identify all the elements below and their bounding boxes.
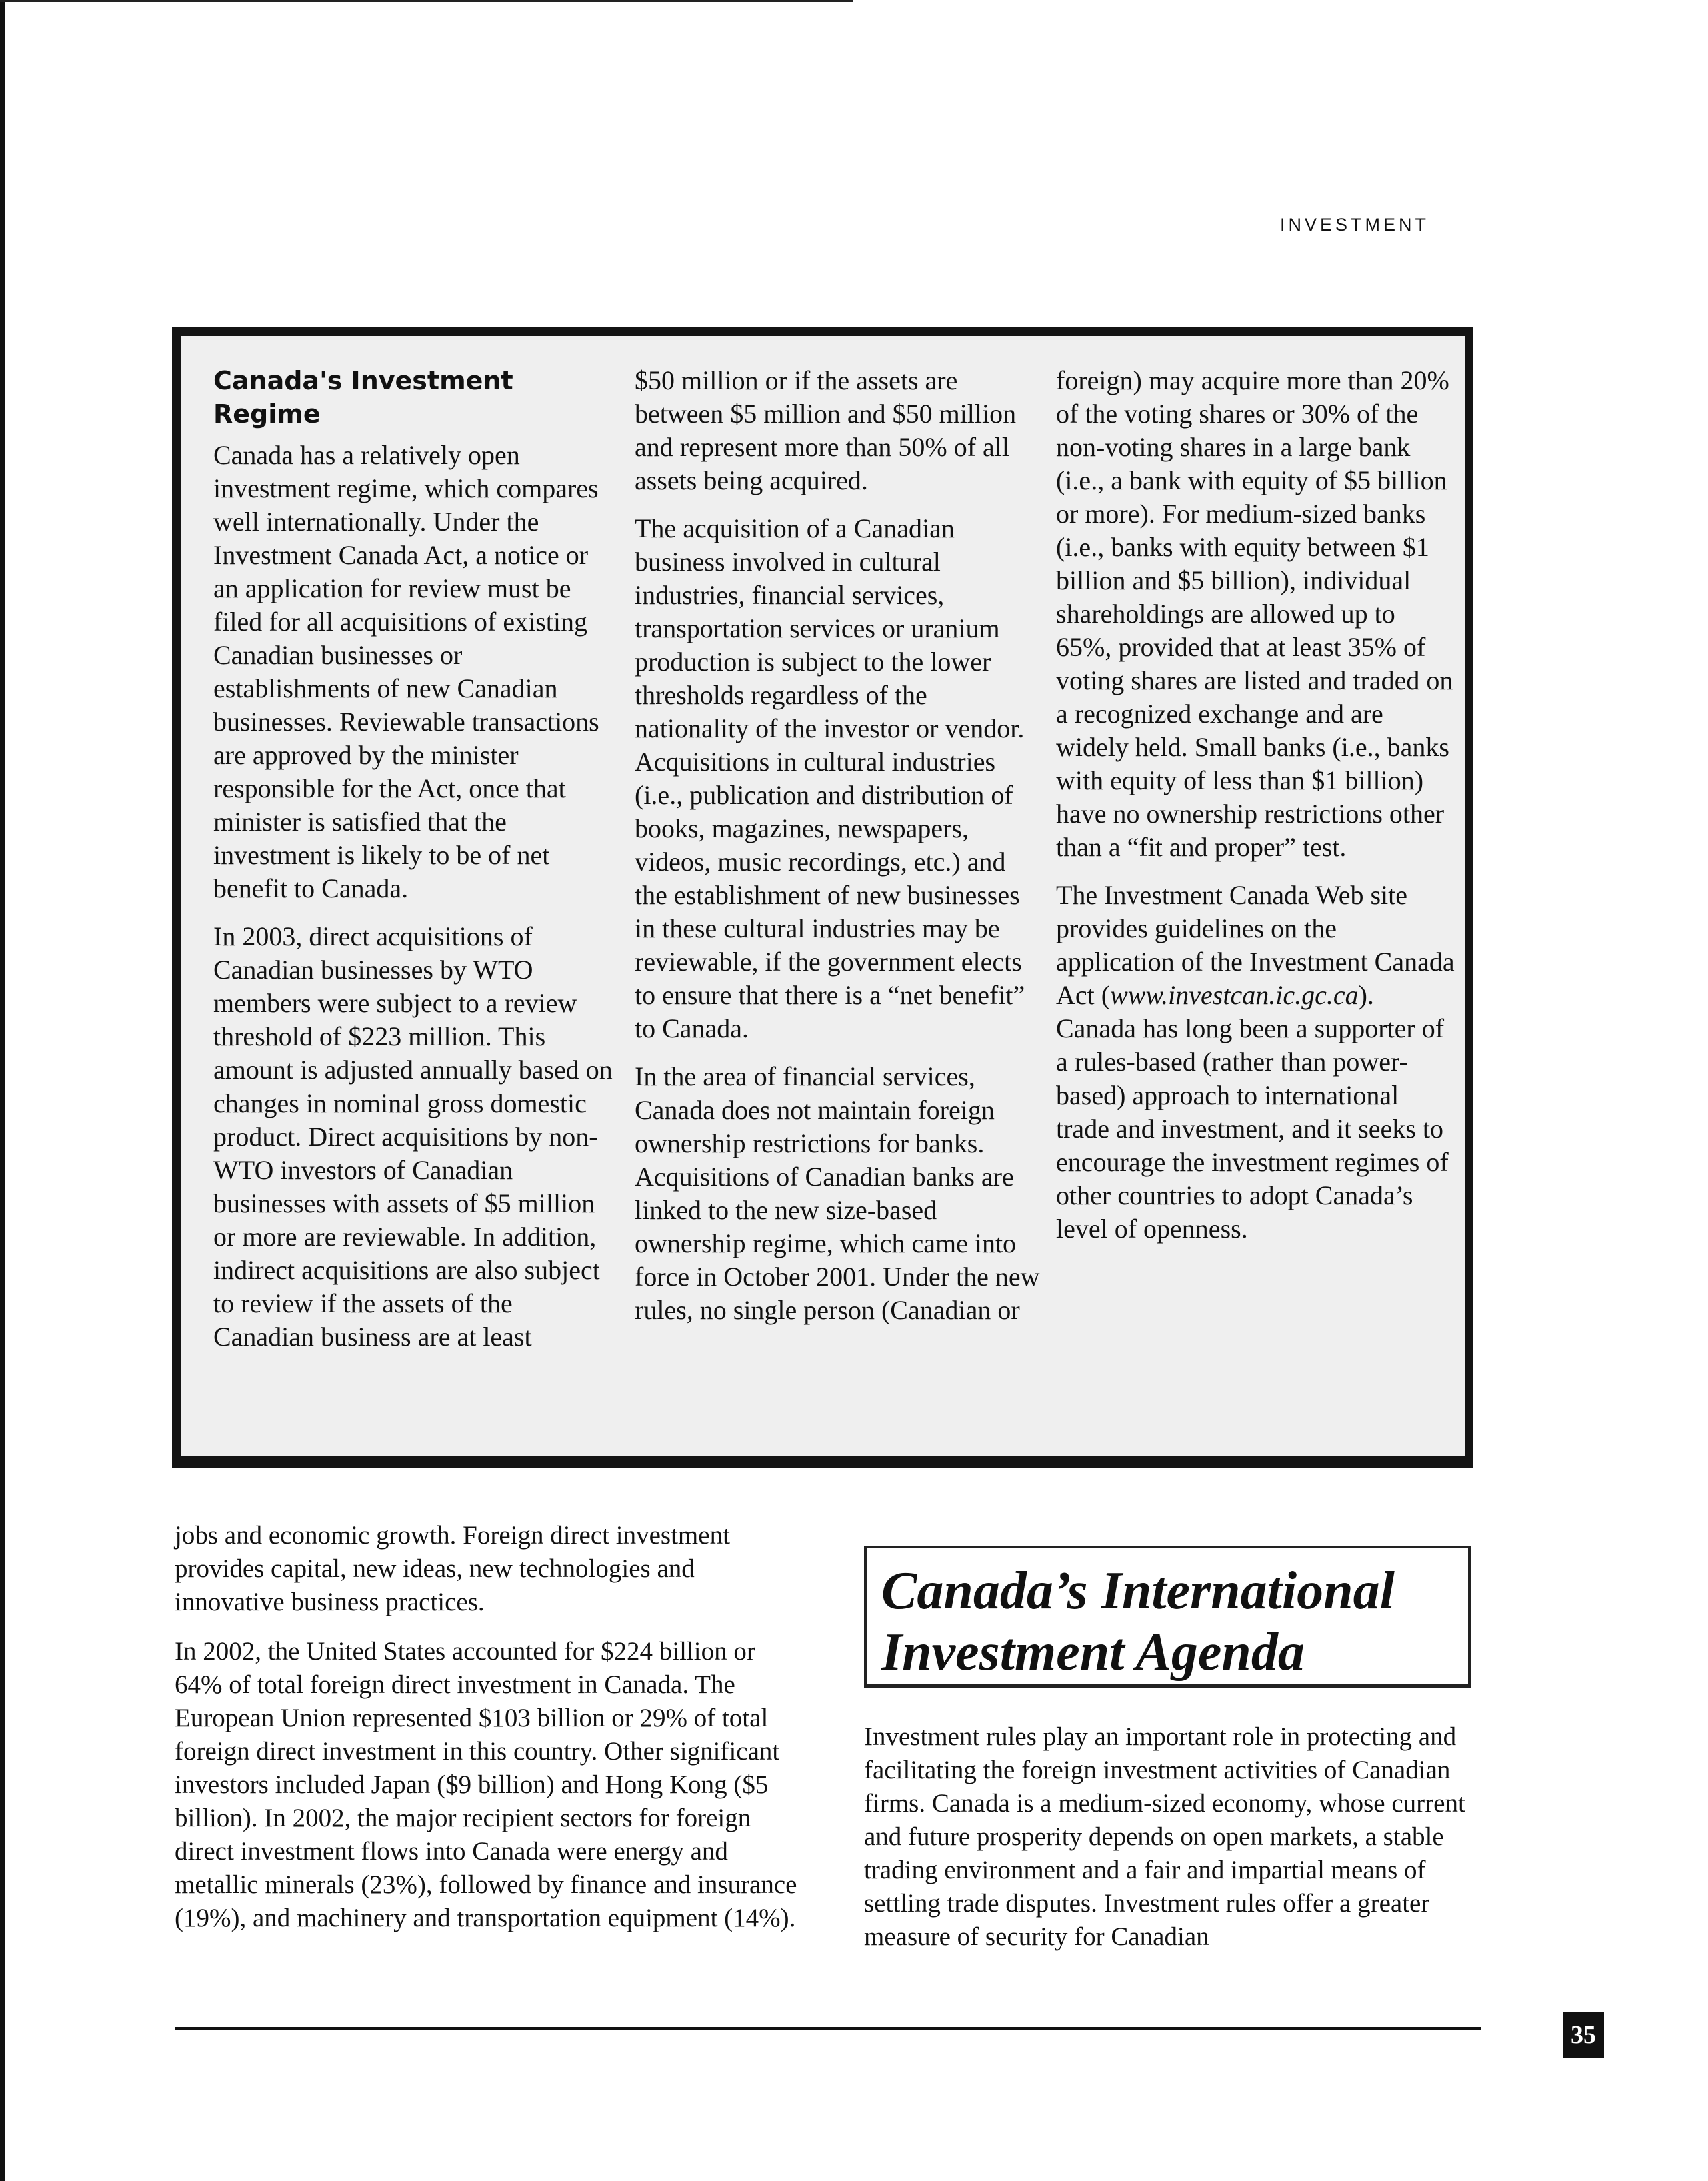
sidebar-paragraph: Canada has a relatively open investment regime, which compares well internationally. Under the Investment Canada Act, a notice or an application for review must be filed for all acquisitions of existing Canadian businesses or establishments of new Canadian businesses. Reviewable transactions are approved by the minister responsible for the Act, once that minister is satisfied that the investment is likely to be of net benefit to Canada. <box>213 440 599 903</box>
body-paragraph: jobs and economic growth. Foreign direct investment provides capital, new ideas, new technologies and innovative business practices. <box>175 1521 730 1616</box>
section-heading <box>881 1560 1468 1683</box>
investcan-url[interactable]: www.investcan.ic.gc.ca <box>1110 980 1359 1010</box>
section-heading-line-1: Canada’s International <box>881 1562 1395 1620</box>
sidebar-paragraph: The acquisition of a Canadian business involved in cultural industries, financial services, transportation services or uranium production is subject to the lower thresholds regardless of the nationality of the investor or vendor. Acquisitions in cultural industries (i.e., publication and distribution of books, magazines, newspapers, videos, music recordings, etc.) and the establishment of new businesses in these cultural industries may be reviewable, if the government elects to ensure that there is a “net benefit” to Canada. <box>635 513 1025 1043</box>
footer-rule <box>175 2027 1481 2030</box>
body-paragraph: In 2002, the United States accounted for $224 billion or 64% of total foreign direct investment in Canada. The European Union represented $103 billion or 29% of total foreign direct investment in this country. Other significant investors included Japan ($9 billion) and Hong Kong ($5 billion). In 2002, the major recipient sectors for foreign direct investment flows into Canada were energy and metallic minerals (23%), followed by finance and insurance (19%), and machinery and transportation equipment (14%). <box>175 1637 797 1932</box>
sidebar-column-1 <box>213 364 613 1368</box>
sidebar-title: Canada's Investment Regime <box>213 366 513 429</box>
investment-regime-sidebar <box>172 327 1473 1468</box>
sidebar-column-2 <box>635 364 1041 1342</box>
sidebar-paragraph: In 2003, direct acquisitions of Canadian businesses by WTO members were subject to a review threshold of $223 million. This amount is adjusted annually based on changes in nominal gross domestic product. Direct acquisitions by non-WTO investors of Canadian businesses with assets of $5 million or more are reviewable. In addition, indirect acquisitions are also subject to review if the assets of the Canadian business are at least <box>213 921 613 1352</box>
web-site-text-continued: ). Canada has long been a supporter of a rules-based (rather than power-based) approach to international trade and investment, and it seeks to encourage the investment regimes of other countries to adopt Canada’s level of openness. <box>1056 980 1449 1244</box>
body-column-right <box>864 1720 1491 1970</box>
web-site-text: The Investment Canada Web site provides guidelines on the application of the Investment Canada Act ( <box>1056 880 1455 1010</box>
body-column-left <box>175 1519 801 1951</box>
section-heading-line-2: Investment Agenda <box>881 1623 1305 1682</box>
body-paragraph: Investment rules play an important role in protecting and facilitating the foreign investment activities of Canadian firms. Canada is a medium-sized economy, whose current and future prosperity depends on open markets, a stable trading environment and a fair and impartial means of settling trade disputes. Investment rules offer a greater measure of security for Canadian <box>864 1722 1465 1951</box>
sidebar-paragraph <box>1056 879 1456 1246</box>
sidebar-paragraph: $50 million or if the assets are between $5 million and $50 million and represent more than 50% of all assets being acquired. <box>635 365 1017 495</box>
sidebar-paragraph: In the area of financial services, Canada does not maintain foreign ownership restrictions for banks. Acquisitions of Canadian banks are linked to the new size-based ownership regime, which came into force in October 2001. Under the new rules, no single person (Canadian or <box>635 1061 1040 1325</box>
running-head: INVESTMENT <box>1280 215 1430 235</box>
top-margin-rule <box>0 0 853 2</box>
section-heading-box <box>864 1546 1471 1688</box>
page-number: 35 <box>1563 2012 1604 2058</box>
sidebar-column-3 <box>1056 364 1456 1260</box>
sidebar-paragraph: foreign) may acquire more than 20% of the voting shares or 30% of the non-voting shares in a large bank (i.e., a bank with equity of $5 billion or more). For medium-sized banks (i.e., banks with equity between $1 billion and $5 billion), individual shareholdings are allowed up to 65%, provided that at least 35% of voting shares are listed and traded on a recognized exchange and are widely held. Small banks (i.e., banks with equity of less than $1 billion) have no ownership restrictions other than a “fit and proper” test. <box>1056 365 1453 862</box>
left-margin-rule <box>0 0 5 2181</box>
